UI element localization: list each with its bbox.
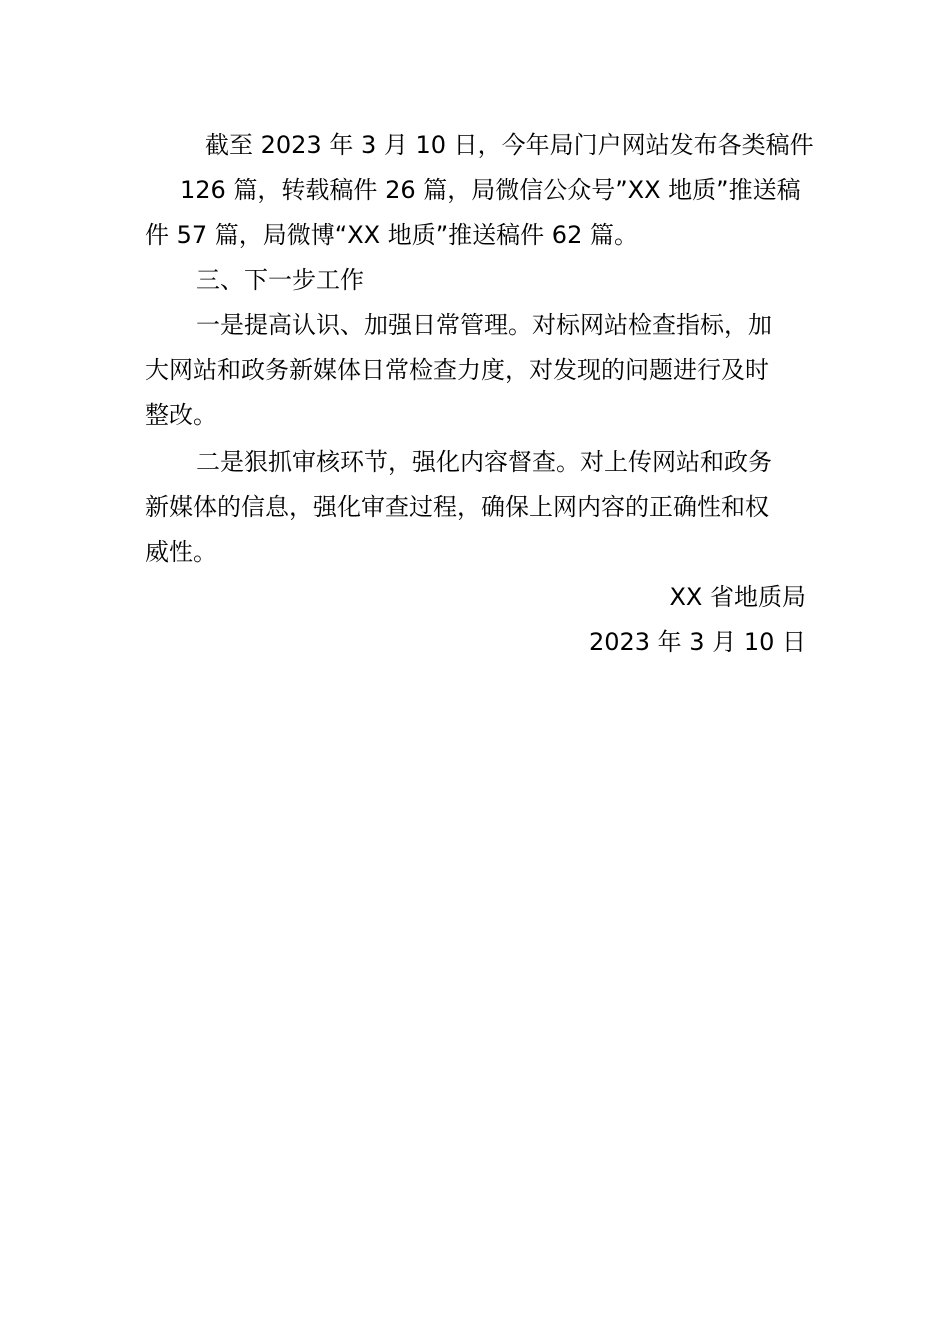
signature-date: 2023 年 3 月 10 日 [588,628,806,656]
paragraph-1-line-3: 件 57 篇，局微博“XX 地质”推送稿件 62 篇。 [145,221,638,249]
paragraph-1-line-2: 126 篇，转载稿件 26 篇，局微信公众号”XX 地质”推送稿 [180,176,801,204]
section-heading: 三、下一步工作 [196,266,364,294]
paragraph-2-line-3: 整改。 [145,401,217,429]
paragraph-2-line-2: 大网站和政务新媒体日常检查力度，对发现的问题进行及时 [145,356,769,384]
paragraph-2-line-1: 一是提高认识、加强日常管理。对标网站检查指标，加 [196,311,772,339]
paragraph-3-line-1: 二是狠抓审核环节，强化内容督查。对上传网站和政务 [196,448,772,476]
paragraph-3-line-3: 威性。 [145,538,217,566]
paragraph-1-line-1: 截至 2023 年 3 月 10 日，今年局门户网站发布各类稿件 [205,131,814,159]
paragraph-3-line-2: 新媒体的信息，强化审查过程，确保上网内容的正确性和权 [145,493,769,521]
signature-org: XX 省地质局 [669,583,806,611]
